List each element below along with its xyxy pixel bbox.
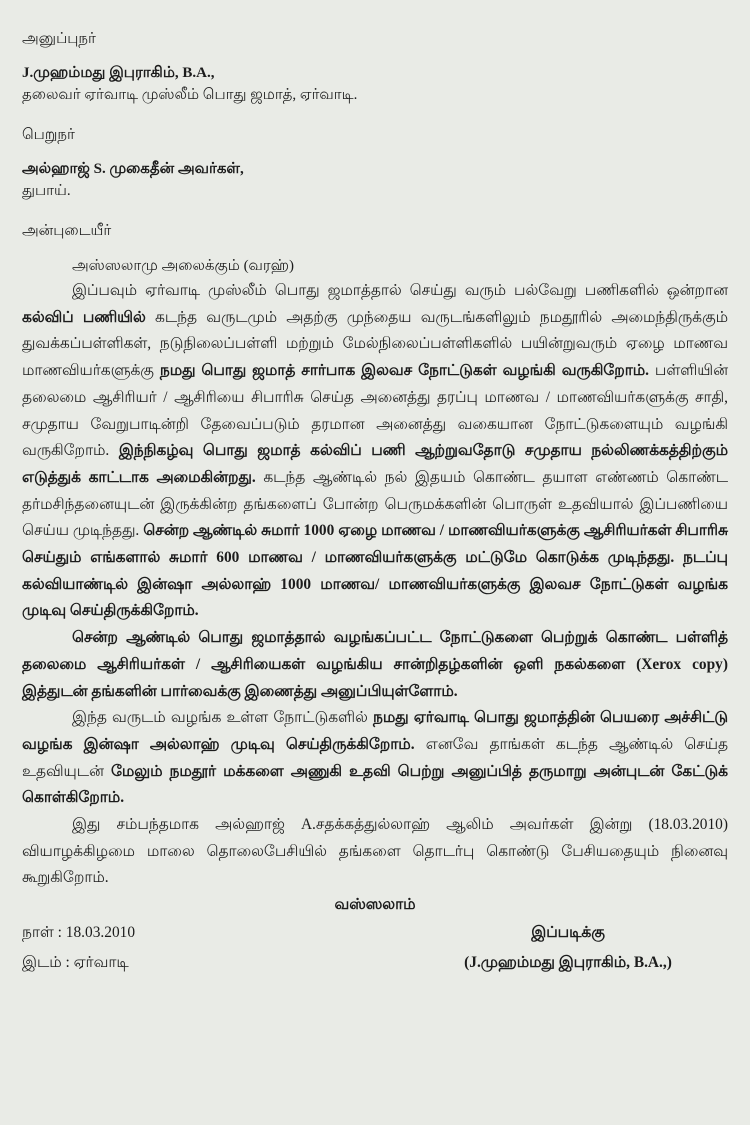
recipient-label: பெறுநர் <box>22 127 75 143</box>
date-line: நாள் : 18.03.2010 <box>22 924 136 942</box>
closing-salam: வஸ்ஸலாம் <box>334 896 416 914</box>
p4-text-1: இது சம்பந்தமாக அல்ஹாஜ் A.சதக்கத்துல்லாஹ் ஆலிம் அவர்கள் இன்று (18.03.2010) வியாழக்கிழமை மாலை தொலைபேசியில் தங்களை தொடர்பு கொண்டு பேசியதையும் நினைவு கூறுகிறோம். <box>22 816 728 887</box>
p1-bold-3: இந்நிகழ்வு பொது ஜமாத் கல்விப் பணி ஆற்றுவதோடு சமுதாய நல்லிணக்கத்திற்கும் எடுத்துக் காட்டாக அமைகின்றது. <box>22 442 728 486</box>
p2-bold-1: சென்ற ஆண்டில் பொது ஜமாத்தால் வழங்கப்பட்ட நோட்டுகளை பெற்றுக் கொண்ட பள்ளித் தலைமை ஆசிரியர்கள் / ஆசிரியைகள் வழங்கிய சான்றிதழ்களின் ஒளி நகல்களை (Xerox copy) இத்துடன் தங்களின் பார்வைக்கு இணைத்து அனுப்பியுள்ளோம். <box>22 629 728 700</box>
paragraph-3 <box>22 705 728 812</box>
p3-text-1: இந்த வருடம் வழங்க உள்ள நோட்டுகளில் <box>72 709 368 727</box>
p1-text-4: கடந்த ஆண்டில் நல் இதயம் கொண்ட தயாள எண்ணம் கொண்ட தர்மசிந்தனையுடன் இருக்கின்ற தங்களைப் போன்ற பெருமக்களின் பொருள் உதவியால் இப்பணியை செய்ய முடிந்தது. <box>22 468 728 540</box>
recipient-name: அல்ஹாஜ் S. முகைதீன் அவர்கள், <box>22 161 244 177</box>
footer-row-2 <box>22 948 728 978</box>
signature-name: (J.முஹம்மது இபுராகிம், B.A.,) <box>464 954 672 972</box>
sender-label: அனுப்புநர் <box>22 31 96 47</box>
p1-text-2: கடந்த வருடமும் அதற்கு முந்தைய வருடங்களிலும் நமதூரில் அமைந்திருக்கும் துவக்கப்பள்ளிகள், நடுநிலைப்பள்ளி மற்றும் மேல்நிலைப்பள்ளிகளில் பயின்றுவரும் ஏழை மாணவ மாணவியர்களுக்கு <box>22 308 728 380</box>
p3-bold-1: நமது ஏர்வாடி பொது ஜமாத்தின் பெயரை அச்சிட்டு வழங்க இன்ஷா அல்லாஹ் முடிவு செய்திருக்கிறோம். <box>22 709 728 753</box>
footer-row-1 <box>22 918 728 948</box>
salutation: அன்புடையீர் <box>22 223 112 239</box>
p3-text-2: எனவே தாங்கள் கடந்த ஆண்டில் செய்த உதவியுடன் <box>22 735 728 780</box>
yours-faithfully: இப்படிக்கு <box>531 924 605 942</box>
recipient-location: துபாய். <box>22 183 71 199</box>
paragraph-4 <box>22 812 728 892</box>
p1-bold-4: சென்ற ஆண்டில் சுமார் 1000 ஏழை மாணவ / மாணவியர்களுக்கு ஆசிரியர்கள் சிபாரிசு செய்தும் எங்களால் சுமார் 600 மாணவ / மாணவியர்களுக்கு மட்டுமே கொடுக்க முடிந்தது. நடப்பு கல்வியாண்டில் இன்ஷா அல்லாஹ் 1000 மாணவ/ மாணவியர்களுக்கு இலவச நோட்டுகள் வழங்க முடிவு செய்திருக்கிறோம். <box>22 522 728 620</box>
sender-title: தலைவர் ஏர்வாடி முஸ்லீம் பொது ஜமாத், ஏர்வாடி. <box>22 87 358 103</box>
place-line: இடம் : ஏர்வாடி <box>22 954 129 972</box>
p1-bold-2: நமது பொது ஜமாத் சார்பாக இலவச நோட்டுகள் வழங்கி வருகிறோம். <box>159 362 649 380</box>
p3-bold-2: மேலும் நமதூர் மக்களை அணுகி உதவி பெற்று அனுப்பித் தருமாறு அன்புடன் கேட்டுக் கொள்கிறோம். <box>22 762 728 807</box>
paragraph-1 <box>22 278 728 625</box>
greeting: அஸ்ஸலாமு அலைக்கும் (வரஹ்) <box>72 258 295 274</box>
paragraph-2 <box>22 625 728 705</box>
p1-text-3: பள்ளியின் தலைமை ஆசிரியர் / ஆசிரியை சிபாரிசு செய்த அனைத்து தரப்பு மாணவ / மாணவியர்களுக்கு சாதி, சமுதாய வேறுபாடின்றி தேவைப்படும் தரமான அனைத்து வகையான நோட்டுகளையும் வழங்கி வருகிறோம். <box>22 362 728 460</box>
p1-bold-1: கல்விப் பணியில் <box>22 308 146 326</box>
sender-name: J.முஹம்மது இபுராகிம், B.A., <box>22 65 215 81</box>
p1-text-1: இப்பவும் ஏர்வாடி முஸ்லீம் பொது ஜமாத்தால் செய்து வரும் பல்வேறு பணிகளில் ஒன்றான <box>72 282 728 299</box>
